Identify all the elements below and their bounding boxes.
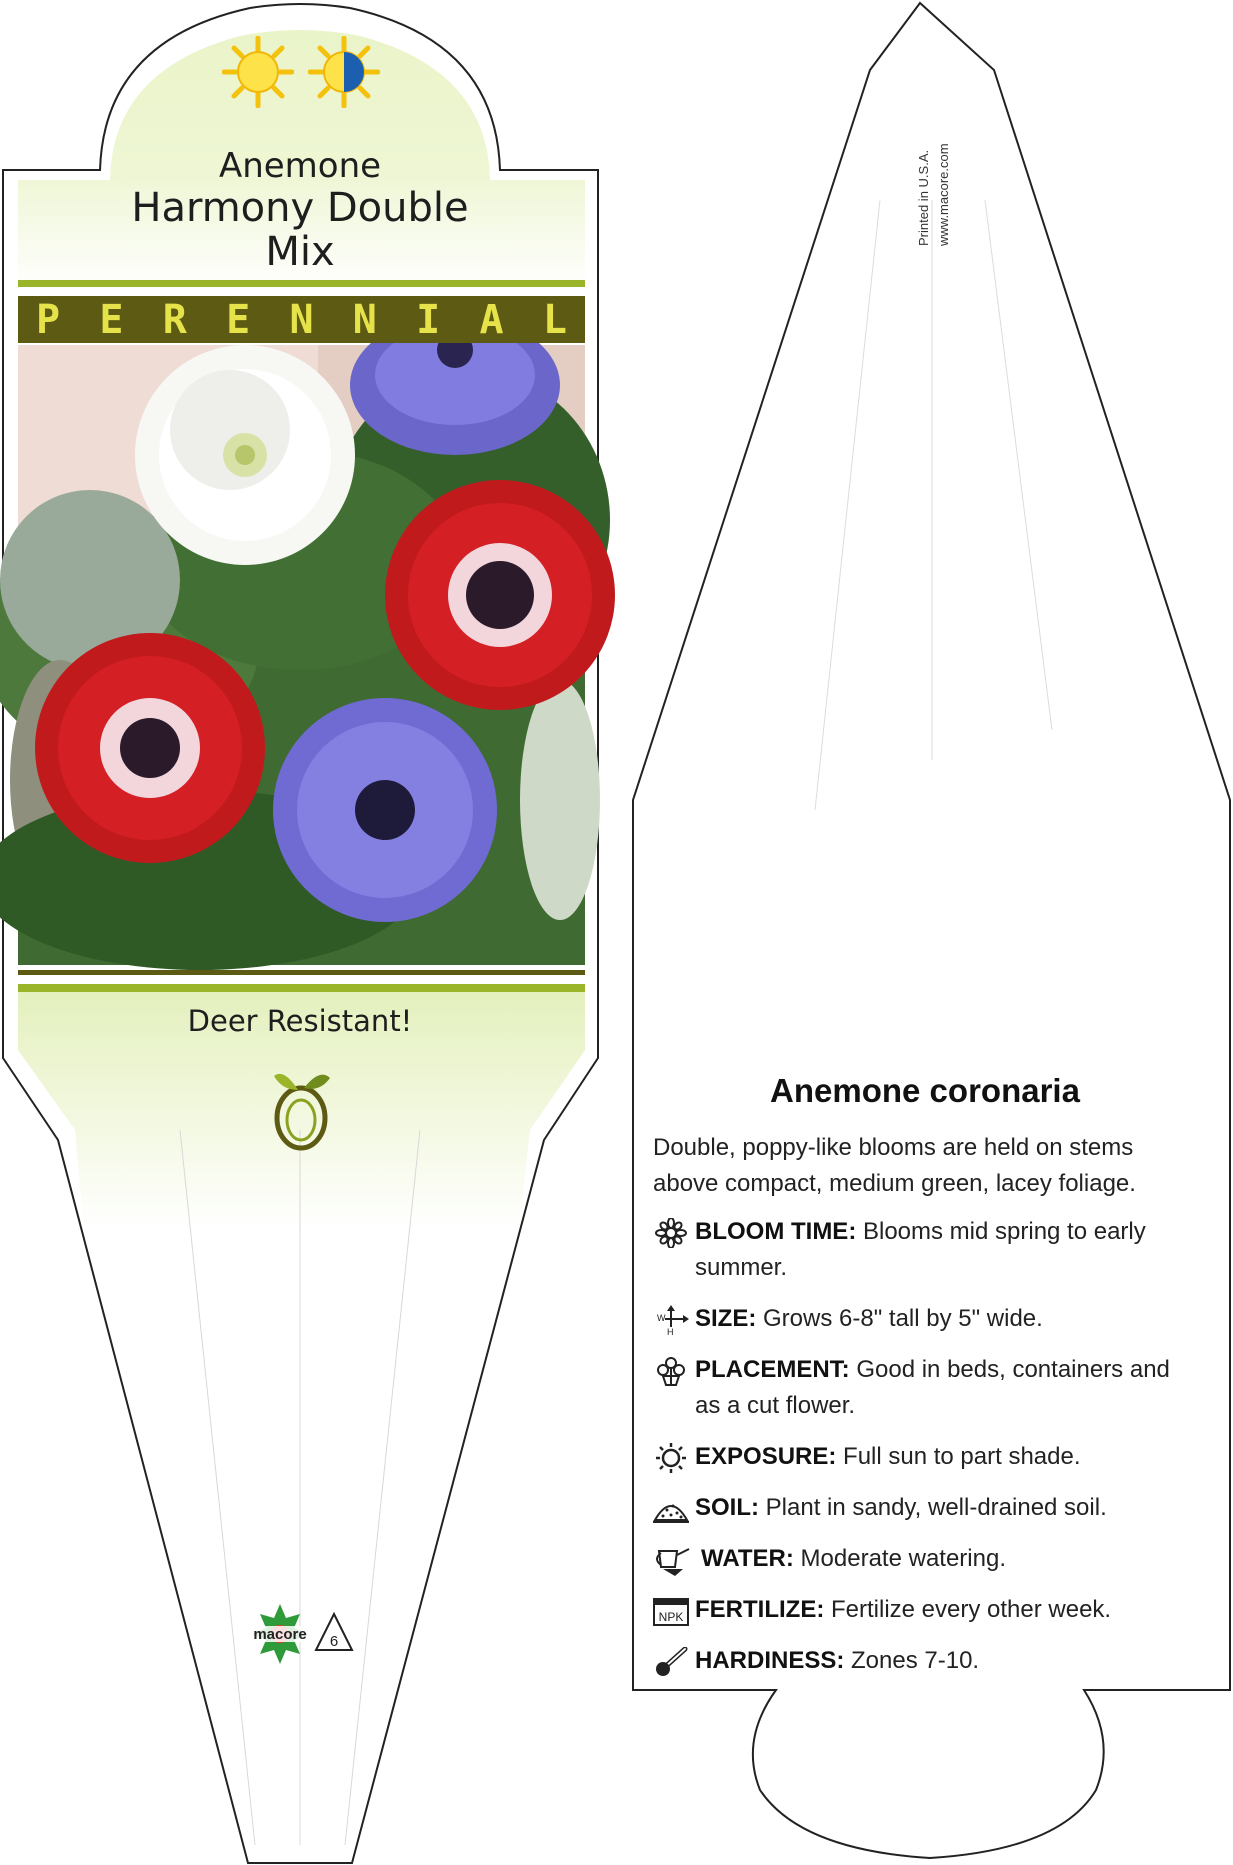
placement-label: PLACEMENT: xyxy=(695,1356,850,1383)
hardiness-label: HARDINESS: xyxy=(695,1647,845,1674)
fertilizer-bag-icon xyxy=(653,1596,689,1626)
water-label: WATER: xyxy=(701,1545,794,1572)
category-letter: P xyxy=(36,296,61,343)
size-w-label: W xyxy=(657,1313,666,1323)
care-instructions xyxy=(653,1130,1188,1694)
hardiness-text: Zones 7-10. xyxy=(851,1647,980,1674)
category-letter: E xyxy=(226,296,251,343)
npk-label: NPK xyxy=(658,1610,684,1624)
part-shade-icon xyxy=(308,36,380,108)
genus-name: Anemone xyxy=(218,146,382,186)
hardiness-row xyxy=(653,1643,1188,1679)
fertilize-row xyxy=(653,1592,1188,1628)
size-label: SIZE: xyxy=(695,1305,757,1332)
category-label xyxy=(18,296,585,343)
size-row xyxy=(653,1301,1188,1337)
brand-name: macore xyxy=(253,1626,307,1643)
soil-pile-icon xyxy=(653,1494,689,1524)
size-text: Grows 6-8" tall by 5" wide. xyxy=(763,1305,1043,1332)
soil-row xyxy=(653,1490,1188,1526)
soil-label: SOIL: xyxy=(695,1494,759,1521)
latin-name: Anemone coronaria xyxy=(770,1072,1080,1109)
full-sun-icon xyxy=(222,36,294,108)
variety-line-2: Mix xyxy=(265,229,335,275)
category-letter: E xyxy=(99,296,124,343)
size-arrows-icon xyxy=(653,1305,689,1335)
variety-name xyxy=(0,186,600,274)
variety-line-1: Harmony Double xyxy=(131,185,469,231)
fertilize-label: FERTILIZE: xyxy=(695,1596,825,1623)
white-anemone xyxy=(135,345,355,565)
category-letter: N xyxy=(289,296,314,343)
description: Double, poppy-like blooms are held on stems above compact, medium green, lacey foliage. xyxy=(653,1134,1136,1197)
macore-star-icon xyxy=(246,1602,358,1666)
bloom-time-label: BLOOM TIME: xyxy=(695,1218,857,1245)
water-row xyxy=(653,1541,1188,1577)
plant-pot-icon xyxy=(653,1356,689,1386)
website: www.macore.com xyxy=(936,143,951,246)
water-text: Moderate watering. xyxy=(800,1545,1006,1572)
fertilize-text: Fertilize every other week. xyxy=(831,1596,1112,1623)
category-letter: L xyxy=(542,296,567,343)
macore-logo xyxy=(246,1602,358,1671)
anemone-photo xyxy=(0,315,615,970)
bloom-time-row xyxy=(653,1214,1188,1286)
sun-outline-icon xyxy=(653,1443,689,1473)
placement-text: Good in beds, containers and as a cut flower. xyxy=(695,1356,1170,1419)
red-anemone-left xyxy=(35,633,265,863)
exposure-row xyxy=(653,1439,1188,1475)
blue-anemone-bottom xyxy=(273,698,497,922)
red-anemone-right xyxy=(385,480,615,710)
size-h-label: H xyxy=(667,1327,674,1335)
category-letter: I xyxy=(416,296,441,343)
watering-can-icon xyxy=(653,1545,695,1577)
sprout-icon xyxy=(268,1068,334,1152)
category-letter: N xyxy=(352,296,377,343)
exposure-text: Full sun to part shade. xyxy=(843,1443,1081,1470)
thermometer-icon xyxy=(653,1647,689,1677)
exposure-label: EXPOSURE: xyxy=(695,1443,837,1470)
bloom-time-text: Blooms mid spring to early summer. xyxy=(695,1218,1146,1281)
recycle-code: 6 xyxy=(329,1633,339,1650)
printed-info xyxy=(914,96,954,246)
category-letter: A xyxy=(479,296,504,343)
deer-resistant-tagline: Deer Resistant! xyxy=(187,1004,413,1038)
soil-text: Plant in sandy, well-drained soil. xyxy=(765,1494,1107,1521)
flower-icon xyxy=(653,1218,689,1248)
category-letter: R xyxy=(162,296,187,343)
printed-in-usa: Printed in U.S.A. xyxy=(916,149,931,246)
placement-row xyxy=(653,1352,1188,1424)
